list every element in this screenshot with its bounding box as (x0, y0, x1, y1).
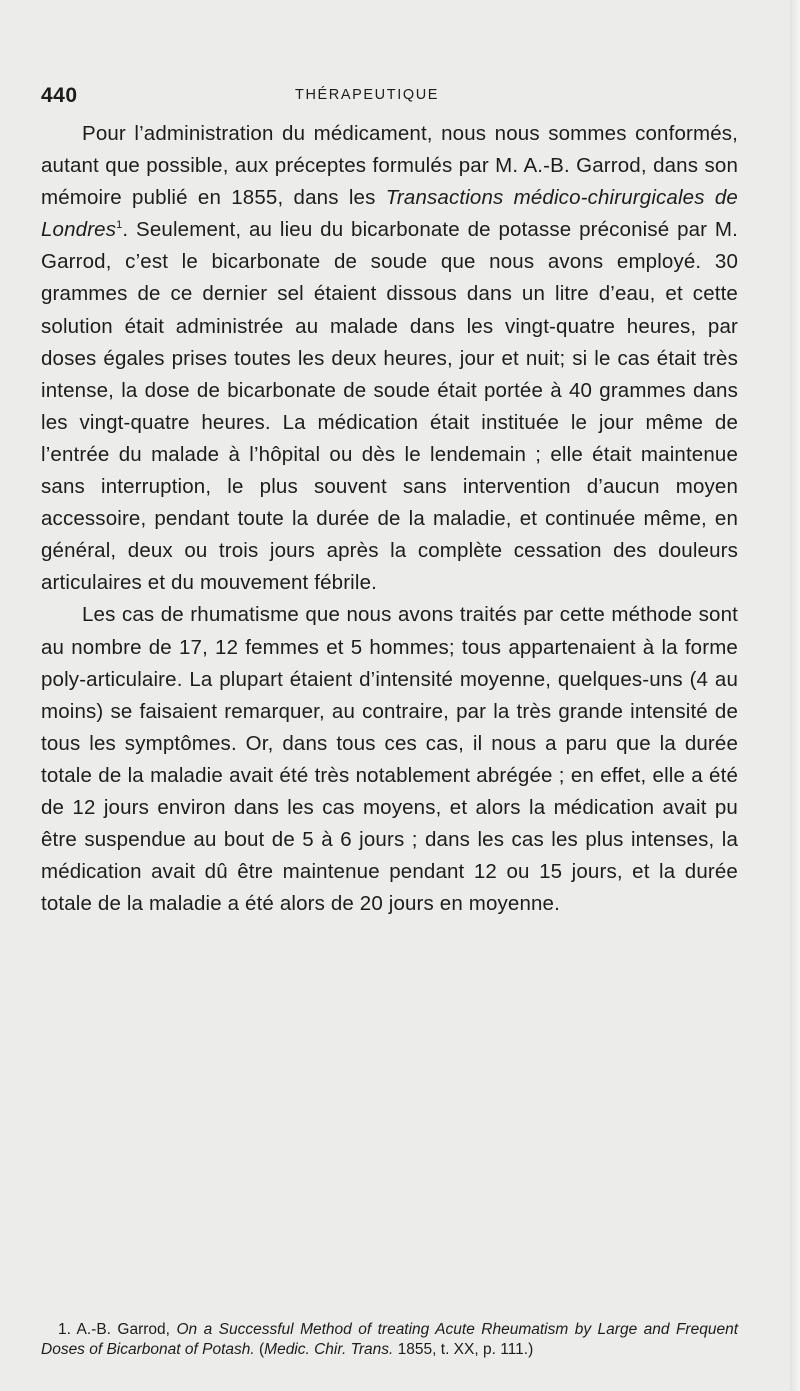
cited-work-title: Transactions médico-chirurgicales de Londres (41, 186, 738, 242)
footnote-source-details: 1855, t. XX, p. 111.) (393, 1341, 534, 1358)
paragraph-2: Les cas de rhumatisme que nous avons traités par cette méthode sont au nombre de 17, 12 femmes et 5 hommes; tous appartenaient à la forme poly-articulaire. La plupart étaient d’intensité moyenne, quelques-uns (4 au moins) se faisaient remarquer, au contraire, par la très grande intensité de tous les symptômes. Or, dans tous ces cas, il nous a paru que la durée totale de la maladie avait été très notablement abrégée ; en effet, elle a été de 12 jours environ dans les cas moyens, et alors la médication avait pu être suspendue au bout de 5 à 6 jours ; dans les cas les plus intenses, la médication avait dû être maintenue pendant 12 ou 15 jours, et la durée totale de la maladie a été alors de 20 jours en moyenne. (41, 603, 738, 916)
footnote-reference: 1 (116, 219, 123, 232)
footnote-title: On a Successful Method of treating Acute Rheumatism by Large and Frequent Doses of Bicarbonat of Potash. (41, 1321, 738, 1358)
footnote-paren: ( (254, 1341, 265, 1358)
page-edge (790, 0, 800, 1391)
paragraph-1 (41, 118, 738, 599)
paragraph-1-rest: . Seulement, au lieu du bicarbonate de potasse préconisé par M. Garrod, c’est le bicarbonate de soude que nous avons employé. 30 grammes de ce dernier sel étaient dissous dans un litre d’eau, et cette solution était administrée au malade dans les vingt-quatre heures, par doses égales prises toutes les deux heures, jour et nuit; si le cas était très intense, la dose de bicarbonate de soude était portée à 40 grammes dans les vingt-quatre heures. La médication était instituée le jour même de l’entrée du malade à l’hôpital ou dès le lendemain ; elle était maintenue sans interruption, le plus souvent sans intervention d’aucun moyen accessoire, pendant toute la durée de la maladie, et continuée même, en général, deux ou trois jours après la complète cessation des douleurs articulaires et du mouvement fébrile. (41, 218, 738, 595)
body-text (41, 118, 738, 920)
footnote-source: Medic. Chir. Trans. (264, 1341, 394, 1358)
paragraph-1-start: Pour l’administration du médicament, nous nous sommes conformés, autant que possible, aux préceptes formulés par M. A.-B. Garrod, dans son mémoire publié en 1855, dans les (41, 122, 738, 210)
running-head: THÉRAPEUTIQUE (295, 87, 440, 103)
page-number: 440 (41, 84, 78, 107)
page-header (41, 84, 731, 114)
footnote-author: . A.-B. Garrod, (66, 1321, 177, 1338)
footnote-number: 1 (58, 1321, 67, 1338)
footnote (41, 1320, 738, 1360)
footnote-text (41, 1320, 738, 1360)
